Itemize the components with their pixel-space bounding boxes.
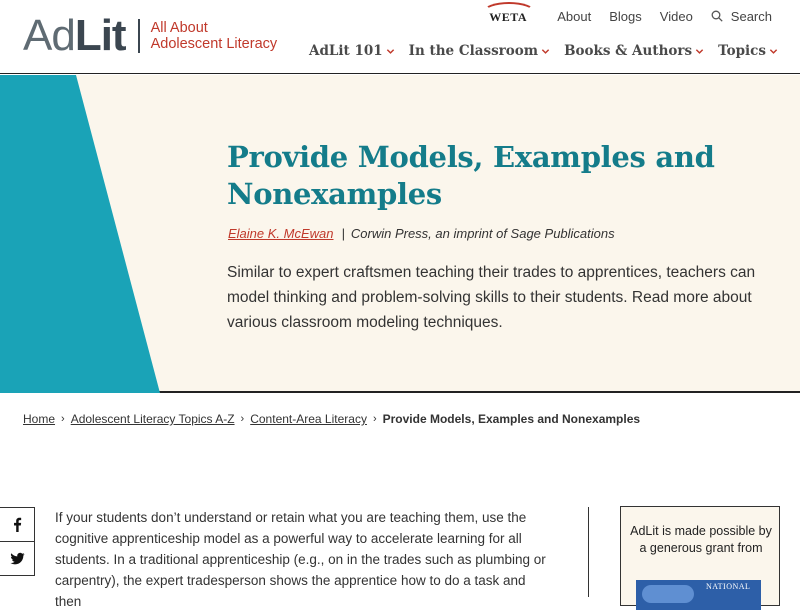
site-tagline xyxy=(151,20,278,52)
search-icon xyxy=(711,10,723,22)
page-title: Provide Models, Examples and Nonexamples xyxy=(227,140,715,211)
nav-label: Topics xyxy=(718,43,766,59)
sponsor-logo[interactable] xyxy=(636,580,761,610)
sponsor-text: AdLit is made possible by a generous grant from xyxy=(630,524,772,555)
search-button[interactable] xyxy=(711,9,772,24)
tagline-line2: Adolescent Literacy xyxy=(150,36,278,52)
chevron-right-icon: › xyxy=(372,413,377,425)
chevron-down-icon xyxy=(386,47,395,56)
site-header xyxy=(0,0,800,74)
nav-in-the-classroom[interactable] xyxy=(409,43,550,59)
twitter-share-button[interactable] xyxy=(0,541,35,576)
search-label: Search xyxy=(730,8,772,24)
logo-lit-text: Lit xyxy=(74,11,126,60)
article-body: If your students don’t understand or retain what you are teaching them, use the cognitive apprenticeship model as a powerful way to accelerate learning for all students. In a traditional apprenticeship (e.g., on in the trades such as plumbing or carpentry), the expert tradesperson shows the apprentice how to do a task and then xyxy=(55,510,546,609)
nav-adlit-101[interactable] xyxy=(309,43,395,59)
video-link[interactable]: Video xyxy=(659,8,693,24)
nav-label: AdLit 101 xyxy=(309,43,383,59)
nav-label: Books & Authors xyxy=(564,43,693,59)
publisher: Corwin Press, an imprint of Sage Publications xyxy=(350,226,615,241)
twitter-icon xyxy=(10,551,25,566)
blogs-link[interactable]: Blogs xyxy=(609,8,642,24)
chevron-right-icon: › xyxy=(240,413,245,425)
byline xyxy=(228,226,615,241)
weta-logo[interactable] xyxy=(481,5,539,27)
nav-topics[interactable] xyxy=(718,43,778,59)
content-divider xyxy=(588,507,589,597)
about-link[interactable]: About xyxy=(557,8,592,24)
chevron-down-icon xyxy=(769,47,778,56)
logo-ad-text: Ad xyxy=(23,11,75,60)
adlit-logo[interactable] xyxy=(23,11,278,60)
nav-label: In the Classroom xyxy=(408,43,539,59)
byline-separator: | xyxy=(341,226,345,241)
nav-books-authors[interactable] xyxy=(564,43,704,59)
facebook-share-button[interactable] xyxy=(0,507,35,542)
sponsor-box xyxy=(620,506,780,606)
chevron-down-icon xyxy=(541,47,550,56)
facebook-icon xyxy=(10,517,25,532)
breadcrumb-current: Provide Models, Examples and Nonexamples xyxy=(382,412,641,426)
logo-divider xyxy=(138,19,140,53)
hero-decorative-shape xyxy=(0,75,170,393)
breadcrumb-content-area-literacy[interactable]: Content-Area Literacy xyxy=(250,412,367,426)
utility-nav xyxy=(481,5,772,27)
breadcrumb-topics-az[interactable]: Adolescent Literacy Topics A-Z xyxy=(70,412,235,426)
chevron-right-icon: › xyxy=(61,413,65,425)
article-summary: Similar to expert craftsmen teaching their trades to apprentices, teachers can model thinking and problem-solving skills to their students. Read more about various classroom modeling techniques. xyxy=(227,264,756,331)
chevron-down-icon xyxy=(695,47,704,56)
article-hero xyxy=(0,75,800,393)
sponsor-logo-text: NATIONAL xyxy=(706,582,751,591)
breadcrumb-home[interactable]: Home xyxy=(23,412,56,426)
author-link[interactable]: Elaine K. McEwan xyxy=(228,226,334,241)
social-share-bar xyxy=(0,507,35,575)
breadcrumb xyxy=(23,412,640,426)
tagline-line1: All About xyxy=(150,20,208,36)
main-nav xyxy=(295,43,778,59)
weta-label: WETA xyxy=(489,10,528,24)
sponsor-seal-icon xyxy=(642,585,694,603)
